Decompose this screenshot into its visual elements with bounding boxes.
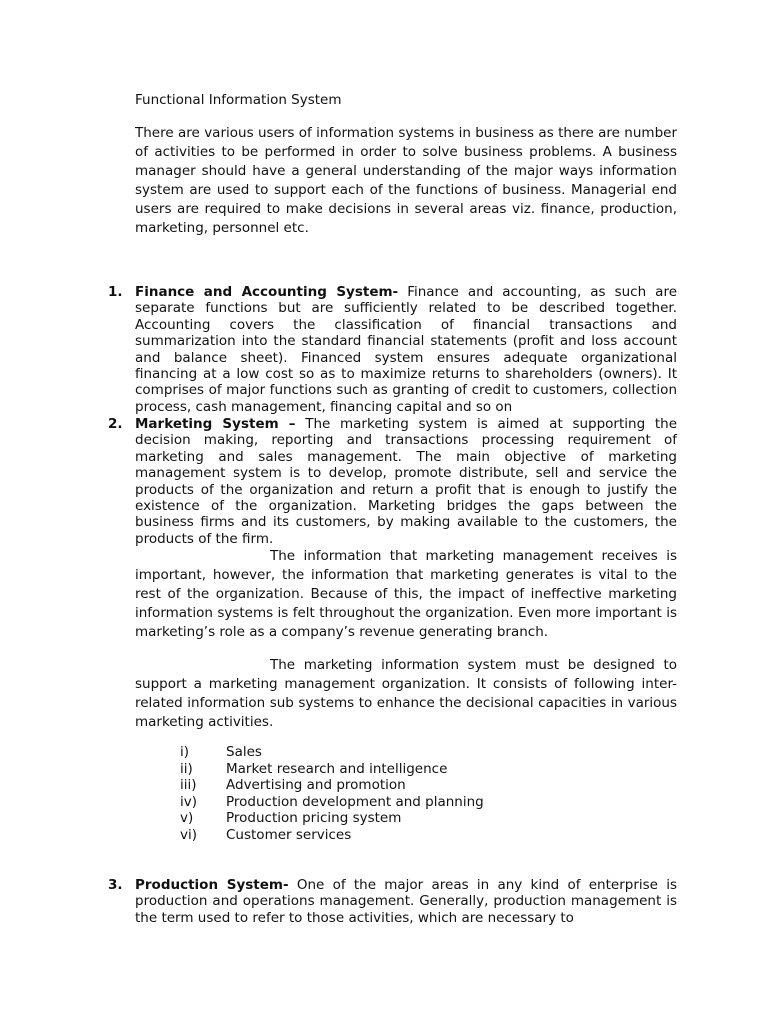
subsystem-label: Production development and planning — [226, 793, 484, 810]
item-heading: Production System- — [135, 877, 289, 893]
subsystem-label: Market research and intelligence — [226, 760, 448, 777]
subsystem-number: iv) — [180, 793, 198, 810]
subsystem-number: iii) — [180, 777, 197, 794]
item-number: 1. — [108, 284, 123, 300]
item-heading: Finance and Accounting System- — [135, 284, 399, 300]
list-item-production — [108, 877, 677, 926]
item-number: 3. — [108, 877, 123, 893]
subsystem-label: Sales — [226, 744, 262, 760]
list-item-finance — [108, 284, 678, 415]
marketing-paragraph-1 — [135, 547, 677, 642]
subsystem-number: v) — [180, 810, 194, 827]
subsystem-number: i) — [180, 744, 190, 760]
subsystem-label: Production pricing system — [226, 810, 402, 827]
paragraph-text: The marketing information system must be designed to support a marketing management organization. It consists of following inter-related information sub systems to enhance the decisional capacities in various marketing activities. — [135, 657, 677, 730]
subsystem-label: Customer services — [226, 826, 352, 843]
marketing-paragraph-2 — [135, 656, 677, 732]
paragraph-text: The information that marketing management receives is important, however, the information that marketing generates is vital to the rest of the organization. Because of this, the impact of ineffective marketing information systems is felt throughout the organization. Even more important is marketing’s role as a company’s revenue generating branch. — [135, 548, 677, 640]
list-item-marketing — [108, 416, 677, 547]
item-heading: Marketing System – — [135, 416, 296, 432]
item-number: 2. — [108, 416, 123, 432]
subsystem-number: vi) — [180, 826, 198, 843]
subsystem-label: Advertising and promotion — [226, 777, 406, 794]
subsystem-number: ii) — [180, 760, 193, 777]
intro-paragraph: There are various users of information systems in business as there are number of activities to be performed in order to solve business problems. A business manager should have a general understanding of the major ways information system are used to support each of the functions of business. Managerial end users are required to make decisions in several areas viz. finance, production, marketing, personnel etc. — [135, 125, 677, 236]
item-text: The marketing system is aimed at supporting the decision making, reporting and transactions processing requirement of marketing and sales management. The main objective of marketing management system is to develop, promote distribute, sell and service the products of the organization and return a profit that is enough to justify the existence of the organization. Marketing bridges the gaps between the business firms and its customers, by making available to the customers, the products of the firm. — [135, 416, 677, 547]
document-title: Functional Information System — [135, 92, 342, 108]
item-text: One of the major areas in any kind of enterprise is production and operations management. Generally, production management is the term used to refer to those activities, which are necessary to — [135, 877, 677, 926]
item-text: Finance and accounting, as such are separate functions but are sufficiently related to be described together. Accounting covers the classification of financial transactions and summarization into the standard financial statements (profit and loss account and balance sheet). Financed system ensures adequate organizational financing at a low cost so as to maximize returns to shareholders (owners). It comprises of major functions such as granting of credit to customers, collection process, cash management, financing capital and so on — [135, 284, 678, 415]
